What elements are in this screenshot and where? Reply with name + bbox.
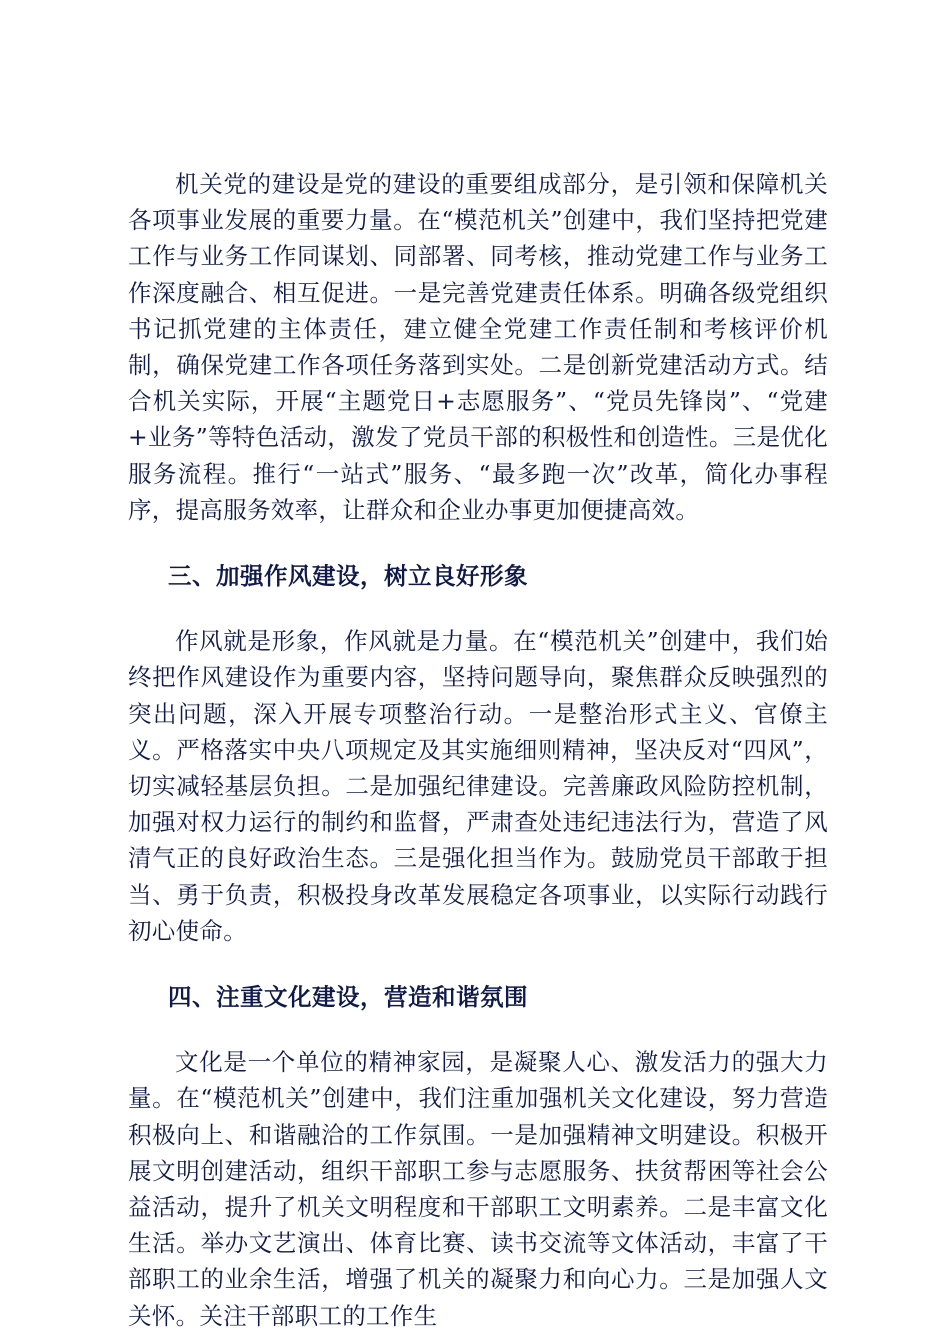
body-paragraph-party-building: 机关党的建设是党的建设的重要组成部分，是引领和保障机关各项事业发展的重要力量。在“模范机关”创建中，我们坚持把党建工作与业务工作同谋划、同部署、同考核，推动党建工作与业务工作深度融合、相互促进。一是完善党建责任体系。明确各级党组织书记抓党建的主体责任，建立健全党建工作责任制和考核评价机制，确保党建工作各项任务落到实处。二是创新党建活动方式。结合机关实际，开展“主题党日+志愿服务”、“党员先锋岗”、“党建+业务”等特色活动，激发了党员干部的积极性和创造性。三是优化服务流程。推行“一站式”服务、“最多跑一次”改革，简化办事程序，提高服务效率，让群众和企业办事更加便捷高效。 — [128, 170, 828, 524]
spacer — [128, 594, 828, 623]
section-heading-culture: 四、注重文化建设，营造和谐氛围 — [168, 983, 528, 1012]
body-paragraph-work-style: 作风就是形象，作风就是力量。在“模范机关”创建中，我们始终把作风建设作为重要内容，坚持问题导向，聚焦群众反映强烈的突出问题，深入开展专项整治行动。一是整治形式主义、官僚主义。严格落实中央八项规定及其实施细则精神，坚决反对“四风”，切实减轻基层负担。二是加强纪律建设。完善廉政风险防控机制，加强对权力运行的制约和监督，严肃查处违纪违法行为，营造了风清气正的良好政治生态。三是强化担当作为。鼓励党员干部敢于担当、勇于负责，积极投身改革发展稳定各项事业，以实际行动践行初心使命。 — [128, 627, 828, 945]
spacer — [128, 528, 828, 558]
section-heading-work-style: 三、加强作风建设，树立良好形象 — [168, 562, 528, 591]
spacer — [128, 949, 828, 979]
document-page — [128, 166, 828, 1334]
spacer — [128, 1015, 828, 1044]
body-paragraph-culture: 文化是一个单位的精神家园，是凝聚人心、激发活力的强大力量。在“模范机关”创建中，我们注重加强机关文化建设，努力营造积极向上、和谐融洽的工作氛围。一是加强精神文明建设。积极开展文明创建活动，组织干部职工参与志愿服务、扶贫帮困等社会公益活动，提升了机关文明程度和干部职工文明素养。二是丰富文化生活。举办文艺演出、体育比赛、读书交流等文体活动，丰富了干部职工的业余生活，增强了机关的凝聚力和向心力。三是加强人文关怀。关注干部职工的工作生 — [128, 1048, 828, 1330]
